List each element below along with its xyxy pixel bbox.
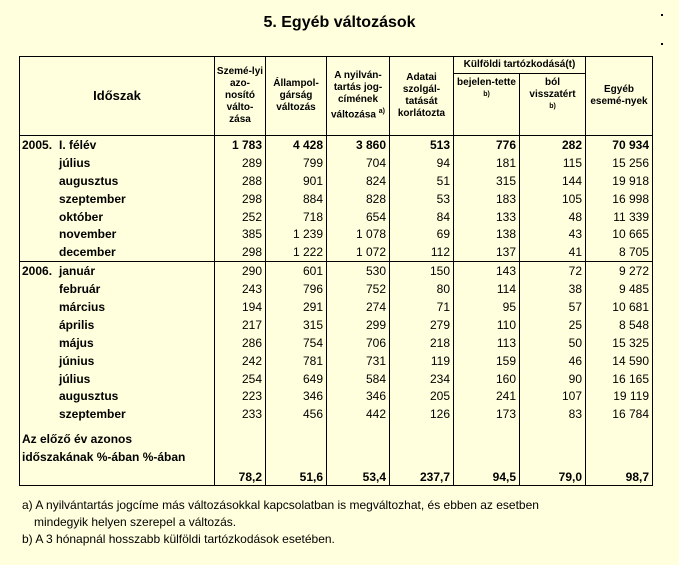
table-cell: 346 (327, 387, 390, 405)
header-col3-text: A nyilván-tartás jog-címének változása (330, 70, 383, 121)
table-cell: 114 (454, 280, 520, 298)
header-group-abroad: Külföldi tartózkodásá(t) (454, 57, 586, 74)
table-cell: 71 (390, 298, 454, 316)
table-row (20, 334, 653, 352)
table-cell: 254 (215, 370, 266, 388)
table-cell: 84 (390, 208, 454, 226)
table-cell: 138 (454, 225, 520, 243)
table-row (20, 370, 653, 388)
row-label: október (59, 209, 104, 224)
table-cell: 113 (454, 334, 520, 352)
table-cell: 14 590 (586, 352, 653, 370)
header-period: Időszak (20, 57, 215, 136)
table-cell: 57 (520, 298, 586, 316)
table-cell: 51 (390, 172, 454, 190)
table-cell: 279 (390, 316, 454, 334)
row-period (20, 243, 215, 261)
footnote-a: a) A nyilvántartás jogcíme más változásokkal kapcsolatban is megváltozhat, és ebben az esetben (22, 498, 539, 512)
table-cell: 110 (454, 316, 520, 334)
table-cell: 218 (390, 334, 454, 352)
table-cell: 781 (266, 352, 327, 370)
table-cell: 298 (215, 190, 266, 208)
table-cell: 16 998 (586, 190, 653, 208)
table-cell: 143 (454, 262, 520, 280)
percent-label-line2: időszakának %-ában %-ában (22, 450, 186, 465)
row-label: I. félév (59, 137, 97, 152)
percent-label-line1: Az előző év azonos (22, 432, 133, 447)
table-cell: 731 (327, 352, 390, 370)
row-label: április (59, 317, 95, 332)
table-row (20, 262, 653, 280)
table-cell: 234 (390, 370, 454, 388)
row-label: november (59, 227, 117, 242)
table-cell: 53 (390, 190, 454, 208)
table-cell: 385 (215, 225, 266, 243)
row-period (20, 136, 215, 154)
table-cell: 107 (520, 387, 586, 405)
table-cell: 9 272 (586, 262, 653, 280)
table-cell: 1 222 (266, 243, 327, 261)
footnote-b: b) A 3 hónapnál hosszabb külföldi tartózkodások esetében. (22, 532, 335, 546)
corner-dot (661, 43, 663, 45)
table-row (20, 280, 653, 298)
table-cell: 69 (390, 225, 454, 243)
table-cell: 298 (215, 243, 266, 261)
table-cell: 181 (454, 154, 520, 172)
table-cell: 194 (215, 298, 266, 316)
table-cell: 70 934 (586, 136, 653, 154)
table-cell: 654 (327, 208, 390, 226)
row-period (20, 352, 215, 370)
table-cell: 16 165 (586, 370, 653, 388)
row-label: február (59, 282, 101, 297)
table-cell: 9 485 (586, 280, 653, 298)
table-cell: 706 (327, 334, 390, 352)
table-row (20, 405, 653, 423)
table-cell: 754 (266, 334, 327, 352)
row-period (20, 334, 215, 352)
table-row (20, 190, 653, 208)
table-cell: 16 784 (586, 405, 653, 423)
table-cell: 346 (266, 387, 327, 405)
table-cell: 315 (266, 316, 327, 334)
table-cell: 46 (520, 352, 586, 370)
table-cell: 205 (390, 387, 454, 405)
row-label: december (59, 245, 116, 260)
row-label: június (59, 353, 95, 368)
row-period (20, 316, 215, 334)
percent-cell: 98,7 (586, 430, 653, 486)
header-col6-text: ból visszatért (529, 77, 576, 100)
header-col4: Adatai szolgál-tatását korlátozta (390, 57, 454, 136)
table-cell: 291 (266, 298, 327, 316)
footnote-a-cont: mindegyik helyen szerepel a változás. (34, 515, 237, 529)
table-cell: 1 072 (327, 243, 390, 261)
table-cell: 83 (520, 405, 586, 423)
table-cell: 15 325 (586, 334, 653, 352)
table-cell: 25 (520, 316, 586, 334)
table-cell: 137 (454, 243, 520, 261)
page-title: 5. Egyéb változások (263, 14, 416, 31)
table-cell: 8 705 (586, 243, 653, 261)
table-cell: 299 (327, 316, 390, 334)
header-col6 (520, 74, 586, 136)
table-cell: 513 (390, 136, 454, 154)
row-period (20, 387, 215, 405)
percent-cell: 79,0 (520, 430, 586, 486)
table-cell: 112 (390, 243, 454, 261)
table-cell: 290 (215, 262, 266, 280)
table-cell: 50 (520, 334, 586, 352)
table-cell: 315 (454, 172, 520, 190)
table-row (20, 298, 653, 316)
table-cell: 133 (454, 208, 520, 226)
table-cell: 799 (266, 154, 327, 172)
row-year: 2005. (22, 137, 53, 152)
percent-label (20, 430, 215, 486)
table-cell: 90 (520, 370, 586, 388)
footnote-b-marker: b) (549, 103, 556, 110)
header-col5-text: bejelen-tette (457, 77, 516, 88)
table-row (20, 387, 653, 405)
header-col1: Szemé-lyi azo-nosító válto-zása (215, 57, 266, 136)
table-cell: 80 (390, 280, 454, 298)
footnote-a-marker: a) (378, 108, 386, 116)
row-label: szeptember (59, 191, 126, 206)
row-period (20, 262, 215, 280)
table-cell: 242 (215, 352, 266, 370)
row-period (20, 370, 215, 388)
row-period (20, 172, 215, 190)
table-cell: 160 (454, 370, 520, 388)
table-cell: 150 (390, 262, 454, 280)
table-cell: 718 (266, 208, 327, 226)
row-period (20, 298, 215, 316)
table-cell: 776 (454, 136, 520, 154)
table-cell: 43 (520, 225, 586, 243)
table-cell: 288 (215, 172, 266, 190)
table-row (20, 316, 653, 334)
table-cell: 243 (215, 280, 266, 298)
table-cell: 704 (327, 154, 390, 172)
row-period (20, 405, 215, 423)
table-cell: 584 (327, 370, 390, 388)
table-cell: 48 (520, 208, 586, 226)
table-row (20, 154, 653, 172)
row-period (20, 154, 215, 172)
table-row (20, 352, 653, 370)
percent-cell: 237,7 (390, 430, 454, 486)
table-row (20, 136, 653, 154)
row-period (20, 280, 215, 298)
table-cell: 94 (390, 154, 454, 172)
percent-row (20, 430, 653, 486)
row-label: május (59, 335, 94, 350)
row-label: augusztus (59, 389, 119, 404)
table-cell: 95 (454, 298, 520, 316)
footnote-b-marker: b) (483, 91, 490, 98)
table-cell: 159 (454, 352, 520, 370)
table-cell: 456 (266, 405, 327, 423)
header-col5 (454, 74, 520, 136)
table-cell: 601 (266, 262, 327, 280)
table-cell: 1 239 (266, 225, 327, 243)
spacer-row (20, 423, 653, 430)
row-label: július (59, 371, 91, 386)
table-cell: 72 (520, 262, 586, 280)
row-period (20, 208, 215, 226)
table-cell: 115 (520, 154, 586, 172)
table-cell: 126 (390, 405, 454, 423)
table-cell: 10 681 (586, 298, 653, 316)
percent-cell: 53,4 (327, 430, 390, 486)
table-row (20, 243, 653, 261)
table-cell: 183 (454, 190, 520, 208)
table-cell: 241 (454, 387, 520, 405)
table-row (20, 208, 653, 226)
row-label: augusztus (59, 173, 119, 188)
header-col7: Egyéb esemé-nyek (586, 57, 653, 136)
row-label: július (59, 155, 91, 170)
table-cell: 144 (520, 172, 586, 190)
table-cell: 286 (215, 334, 266, 352)
row-period (20, 225, 215, 243)
table-cell: 1 078 (327, 225, 390, 243)
table-row (20, 172, 653, 190)
percent-cell: 94,5 (454, 430, 520, 486)
corner-dot (661, 14, 663, 16)
table-cell: 19 918 (586, 172, 653, 190)
table-cell: 38 (520, 280, 586, 298)
header-col2: Állampol-gárság változás (266, 57, 327, 136)
table-cell: 289 (215, 154, 266, 172)
row-label: március (59, 299, 106, 314)
table-cell: 10 665 (586, 225, 653, 243)
row-label: szeptember (59, 407, 126, 422)
row-period (20, 190, 215, 208)
table-cell: 274 (327, 298, 390, 316)
table-cell: 41 (520, 243, 586, 261)
table-cell: 4 428 (266, 136, 327, 154)
table-body (20, 136, 653, 486)
table-cell: 796 (266, 280, 327, 298)
table-cell: 282 (520, 136, 586, 154)
table-cell: 105 (520, 190, 586, 208)
table-cell: 19 119 (586, 387, 653, 405)
row-year: 2006. (22, 264, 53, 279)
data-table (19, 56, 653, 486)
table-cell: 824 (327, 172, 390, 190)
table-cell: 223 (215, 387, 266, 405)
table-cell: 884 (266, 190, 327, 208)
table-cell: 217 (215, 316, 266, 334)
percent-cell: 51,6 (266, 430, 327, 486)
table-cell: 752 (327, 280, 390, 298)
table-cell: 1 783 (215, 136, 266, 154)
table-row (20, 225, 653, 243)
table-cell: 8 548 (586, 316, 653, 334)
table-cell: 649 (266, 370, 327, 388)
table-cell: 11 339 (586, 208, 653, 226)
table-cell: 530 (327, 262, 390, 280)
table-cell: 3 860 (327, 136, 390, 154)
footnotes (22, 497, 539, 548)
table-cell: 119 (390, 352, 454, 370)
table-cell: 233 (215, 405, 266, 423)
header-col3 (327, 57, 390, 136)
table-cell: 15 256 (586, 154, 653, 172)
table-cell: 901 (266, 172, 327, 190)
row-label: január (59, 264, 96, 279)
table-cell: 252 (215, 208, 266, 226)
percent-cell: 78,2 (215, 430, 266, 486)
table-cell: 173 (454, 405, 520, 423)
table-cell: 828 (327, 190, 390, 208)
table-cell: 442 (327, 405, 390, 423)
